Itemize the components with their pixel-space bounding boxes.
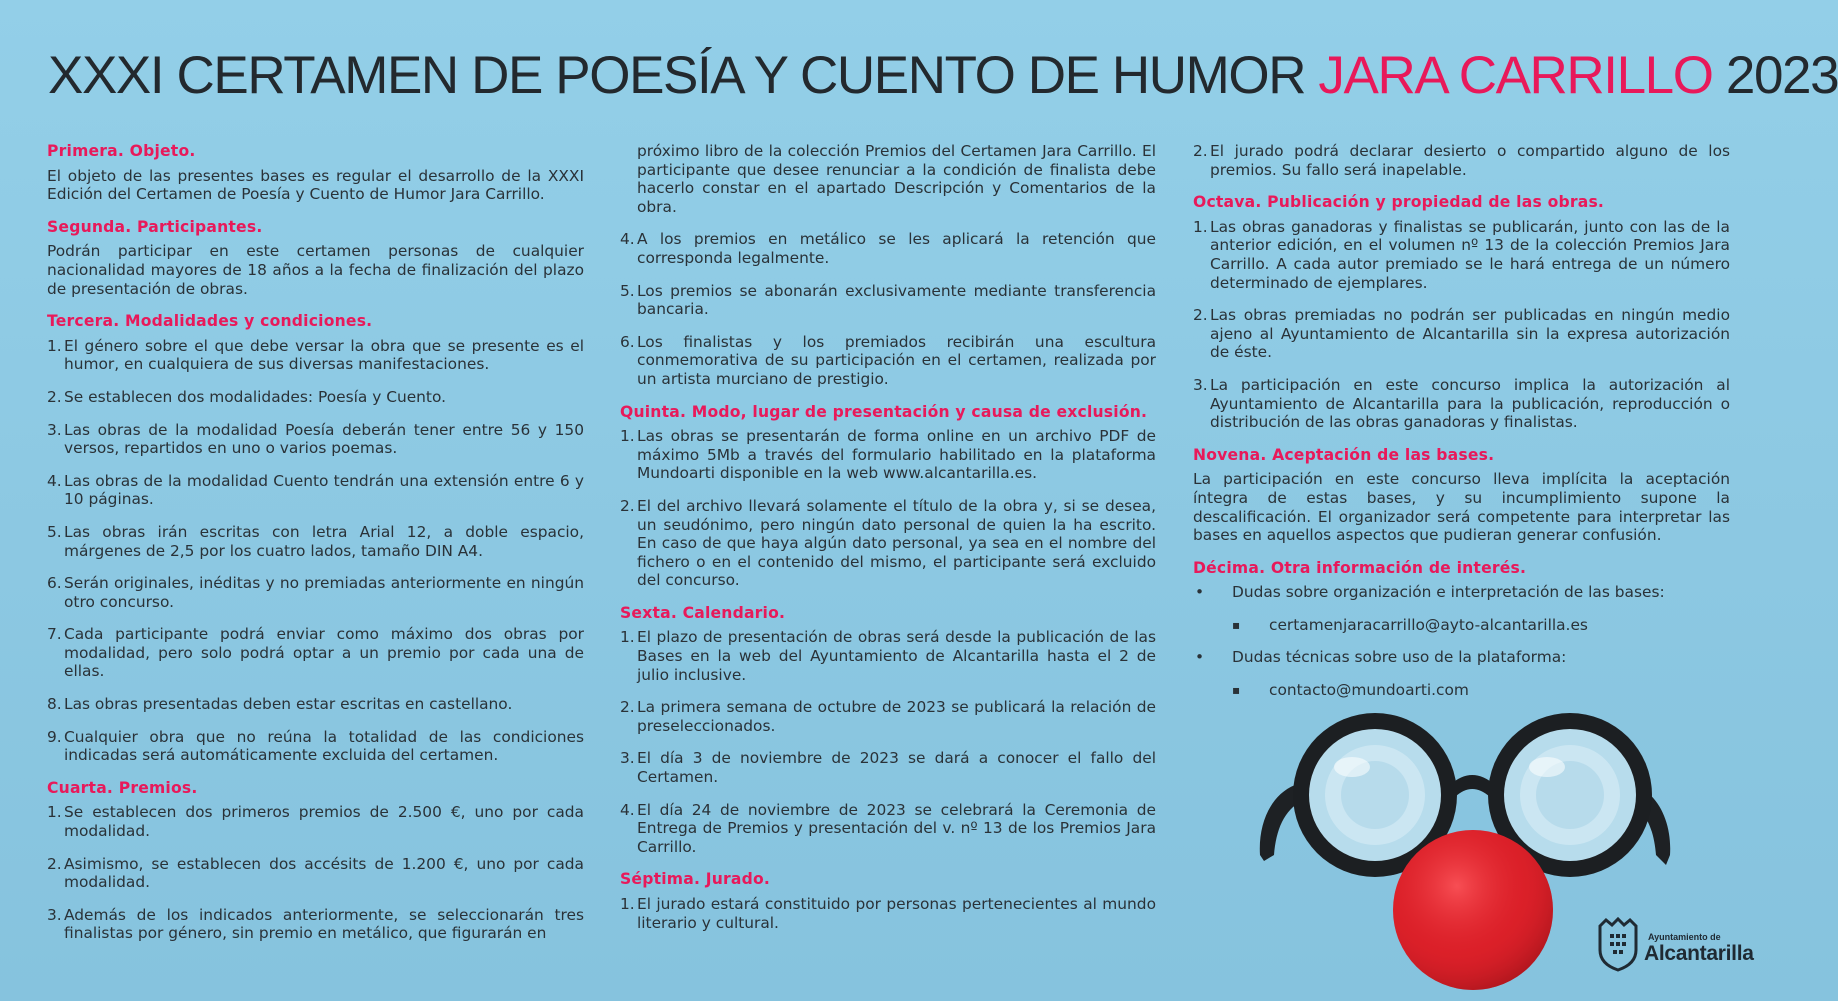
item-text: El del archivo llevará solamente el título de la obra y, si se desea, un seudónimo, pero ningún dato personal de quien la ha escrito. En caso de que haya algún dato personal, ya sea en el nombre del fichero o en el contenido del mismo, el participante será excluido del concurso.: [637, 496, 1156, 590]
item-number: 5.: [47, 522, 62, 541]
section-title: Quinta. Modo, lugar de presentación y causa de exclusión.: [620, 402, 1148, 421]
item-text: El plazo de presentación de obras será desde la publicación de las Bases en la web del Ayuntamiento de Alcantarilla hasta el 2 de julio inclusive.: [637, 628, 1156, 684]
sub-bullet-icon: ▪: [1232, 683, 1241, 698]
list-item: [47, 421, 584, 458]
item-number: 4.: [620, 800, 635, 819]
item-text: Los premios se abonarán exclusivamente mediante transferencia bancaria.: [637, 281, 1156, 319]
list-item: [47, 472, 584, 509]
item-number: 2.: [47, 854, 62, 873]
bullet-text: Dudas técnicas sobre uso de la plataforma:: [1232, 648, 1567, 667]
item-text: El jurado estará constituido por personas pertenecientes al mundo literario y cultural.: [637, 895, 1156, 932]
item-text: Las obras ganadoras y finalistas se publicarán, junto con las de la anterior edición, en el volumen nº 13 de la colección Premios Jara Carrillo. A cada autor premiado se le hará entrega de un número determinado de ejemplares.: [1210, 217, 1730, 292]
item-number: 6.: [620, 332, 635, 351]
section-octava: [1193, 193, 1730, 432]
item-number: 2.: [620, 698, 635, 717]
item-number: 2.: [620, 496, 635, 515]
list-item: [620, 801, 1156, 857]
list-item: [47, 906, 584, 943]
item-text: El género sobre el que debe versar la obra que se presente es el humor, en cualquiera de sus diversas manifestaciones.: [64, 336, 584, 374]
list-item: [47, 337, 584, 374]
section-cuarta: [47, 779, 584, 943]
item-number: 5.: [620, 281, 635, 300]
bullet-item: [1193, 583, 1730, 602]
item-text: Las obras premiadas no podrán ser publicadas en ningún medio ajeno al Ayuntamiento de Alcantarilla sin la expresa autorización de éste.: [1210, 306, 1730, 362]
item-number: 2.: [47, 387, 62, 406]
sub-bullet-icon: ▪: [1232, 617, 1241, 632]
item-text: La primera semana de octubre de 2023 se publicará la relación de preseleccionados.: [637, 698, 1156, 735]
item-number: 8.: [47, 695, 62, 714]
section-sexta: [620, 604, 1156, 857]
list-item: [620, 333, 1156, 389]
item-number: 1.: [47, 336, 62, 355]
item-number: 1.: [47, 803, 62, 822]
numbered-list: [620, 895, 1156, 932]
column-2: [620, 142, 1156, 946]
sub-bullet-item: [1230, 616, 1730, 635]
item-text: La participación en este concurso implica la autorización al Ayuntamiento de Alcantarilla para la publicación, reproducción o distribución de las obras ganadoras y finalistas.: [1210, 375, 1730, 432]
list-item: [620, 230, 1156, 267]
numbered-list: [620, 628, 1156, 856]
section-title: Séptima. Jurado.: [620, 870, 771, 889]
column-3: [1193, 142, 1730, 714]
list-item: [47, 695, 584, 714]
item-text: Asimismo, se establecen dos accésits de 1.200 €, uno por cada modalidad.: [64, 854, 584, 892]
section-tercera: [47, 312, 584, 765]
section-title: Octava. Publicación y propiedad de las obras.: [1193, 193, 1605, 212]
section-segunda: [47, 218, 584, 298]
section-septima: [620, 870, 1156, 932]
section-text: El objeto de las presentes bases es regular el desarrollo de la XXXI Edición del Certamen de Poesía y Cuento de Humor Jara Carrillo.: [47, 166, 584, 204]
list-item: [47, 803, 584, 840]
list-item: [1193, 142, 1730, 179]
section-title: Novena. Aceptación de las bases.: [1193, 445, 1495, 464]
item-text: El jurado podrá declarar desierto o compartido alguno de los premios. Su fallo será inapelable.: [1210, 142, 1730, 179]
title-main: XXXI CERTAMEN DE POESÍA Y CUENTO DE HUMOR: [48, 46, 1306, 105]
item-number: 9.: [47, 727, 62, 746]
bullet-item: [1193, 648, 1730, 667]
item-text: El día 3 de noviembre de 2023 se dará a conocer el fallo del Certamen.: [637, 749, 1156, 787]
list-item: [47, 855, 584, 892]
item-text: Cada participante podrá enviar como máximo dos obras por modalidad, pero solo podrá optar a un premio por cada una de ellas.: [64, 625, 584, 681]
item-text: Las obras presentadas deben estar escritas en castellano.: [64, 695, 513, 714]
item-text: Los finalistas y los premiados recibirán una escultura conmemorativa de su participación en el certamen, realizada por un artista murciano de prestigio.: [637, 332, 1156, 388]
item-text: Las obras irán escritas con letra Arial 12, a doble espacio, márgenes de 2,5 por los cuatro lados, tamaño DIN A4.: [64, 522, 584, 560]
item-number: 2.: [1193, 306, 1208, 325]
list-item: [620, 628, 1156, 684]
column-1: [47, 142, 584, 957]
list-item: [620, 895, 1156, 932]
numbered-list: [620, 230, 1156, 388]
numbered-list: [47, 337, 584, 765]
item-text: A los premios en metálico se les aplicará la retención que corresponda legalmente.: [637, 230, 1156, 267]
section-quinta: [620, 403, 1156, 590]
numbered-list: [620, 427, 1156, 590]
item-number: 1.: [620, 628, 635, 647]
section-primera: [47, 142, 584, 204]
page-title: [48, 46, 1838, 106]
bullet-icon: •: [1195, 648, 1205, 667]
list-item: [620, 427, 1156, 483]
section-title: Décima. Otra información de interés.: [1193, 558, 1527, 577]
section-text: Podrán participar en este certamen personas de cualquier nacionalidad mayores de 18 años a la fecha de finalización del plazo de presentación de obras.: [47, 242, 584, 298]
list-item: [1193, 218, 1730, 292]
bullet-icon: •: [1195, 583, 1205, 602]
title-year: 2023: [1725, 46, 1838, 105]
email-link[interactable]: certamenjaracarrillo@ayto-alcantarilla.es: [1269, 615, 1588, 634]
section-text: La participación en este concurso lleva implícita la aceptación íntegra de estas bases, y su incumplimiento supone la descalificación. El organizador será competente para interpretar las bases en aquellos aspectos que pudieran generar confusión.: [1193, 470, 1730, 545]
item-number: 1.: [1193, 217, 1208, 236]
item-number: 1.: [620, 427, 635, 446]
bullet-text: Dudas sobre organización e interpretación de las bases:: [1232, 583, 1665, 602]
section-title: Segunda. Participantes.: [47, 217, 263, 236]
list-item: [47, 625, 584, 681]
item-number: 2.: [1193, 142, 1208, 160]
item-text: El día 24 de noviembre de 2023 se celebrará la Ceremonia de Entrega de Premios y presentación del v. nº 13 de los Premios Jara Carrillo.: [637, 800, 1156, 856]
list-item: [47, 728, 584, 765]
item-text: Serán originales, inéditas y no premiadas anteriormente en ningún otro concurso.: [64, 574, 584, 611]
list-item: [1193, 306, 1730, 362]
item-number: 3.: [47, 420, 62, 439]
list-item: [620, 282, 1156, 319]
logo-small-text: Ayuntamiento de: [1648, 932, 1721, 942]
title-highlight: JARA CARRILLO: [1318, 46, 1713, 105]
section-title: Cuarta. Premios.: [47, 778, 198, 797]
item-number: 4.: [620, 230, 635, 249]
list-item: [47, 523, 584, 560]
list-item: [620, 749, 1156, 786]
item-number: 3.: [1193, 375, 1208, 394]
item-number: 6.: [47, 574, 62, 593]
item-number: 3.: [620, 749, 635, 768]
item-text: Cualquier obra que no reúna la totalidad de las condiciones indicadas será automáticamente excluida del certamen.: [64, 727, 584, 765]
item-text: Se establecen dos primeros premios de 2.500 €, uno por cada modalidad.: [64, 803, 584, 841]
list-item: [1193, 376, 1730, 432]
list-item: [620, 497, 1156, 590]
item-text: Se establecen dos modalidades: Poesía y Cuento.: [64, 387, 446, 406]
item-text: Además de los indicados anteriormente, se seleccionarán tres finalistas por género, sin premio en metálico, que figurarán en: [64, 905, 584, 943]
section-title: Sexta. Calendario.: [620, 603, 786, 622]
logo-name: Alcantarilla: [1644, 942, 1754, 965]
item-number: 7.: [47, 625, 62, 644]
item-number: 1.: [620, 895, 635, 913]
continued-text: próximo libro de la colección Premios del Certamen Jara Carrillo. El participante que desee renunciar a la condición de finalista debe hacerlo constar en el apartado Descripción y Comentarios de la obra.: [637, 142, 1156, 216]
list-item: [47, 388, 584, 407]
item-text: Las obras de la modalidad Cuento tendrán una extensión entre 6 y 10 páginas.: [64, 471, 584, 509]
sub-bullet-item: [1230, 681, 1730, 700]
numbered-list: [47, 803, 584, 943]
list-item: [620, 698, 1156, 735]
coat-of-arms-icon: [1596, 916, 1640, 972]
section-novena: [1193, 446, 1730, 545]
email-link[interactable]: contacto@mundoarti.com: [1269, 681, 1469, 700]
item-number: 4.: [47, 471, 62, 490]
section-title: Primera. Objeto.: [47, 142, 196, 160]
numbered-list: [1193, 142, 1730, 179]
section-decima: [1193, 559, 1730, 700]
item-number: 3.: [47, 905, 62, 924]
list-item: [47, 574, 584, 611]
numbered-list: [1193, 218, 1730, 432]
item-text: Las obras de la modalidad Poesía deberán tener entre 56 y 150 versos, repartidos en uno o varios poemas.: [64, 420, 584, 458]
section-title: Tercera. Modalidades y condiciones.: [47, 312, 373, 331]
item-text: Las obras se presentarán de forma online en un archivo PDF de máximo 5Mb a través del formulario habilitado en la plataforma Mundoarti disponible en la web www.alcantarilla.es.: [637, 427, 1156, 483]
ayuntamiento-logo: [1596, 916, 1754, 972]
